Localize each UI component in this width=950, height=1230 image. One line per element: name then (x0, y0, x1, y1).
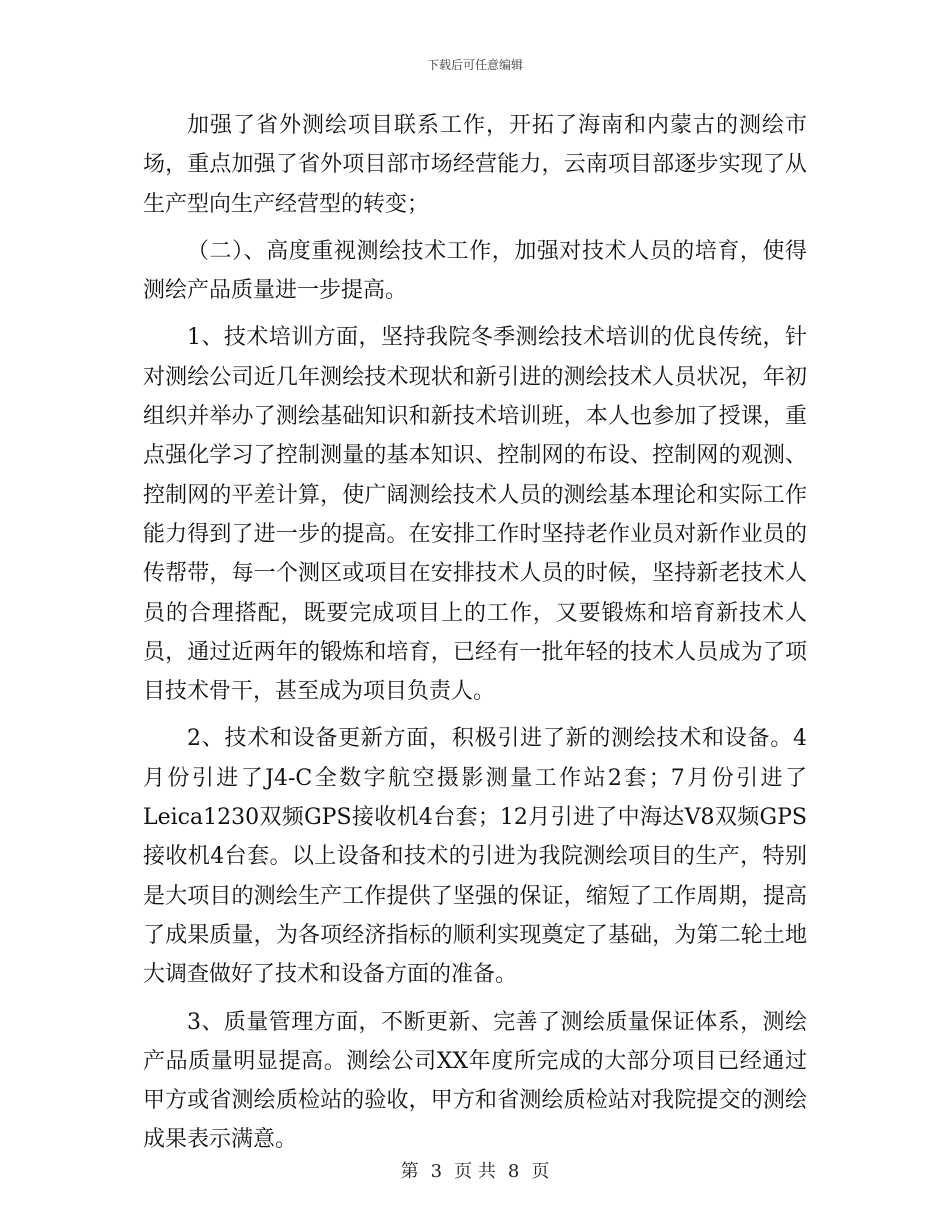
footer-page-number: 3 (430, 1161, 443, 1182)
paragraph-3: 1、技术培训方面，坚持我院冬季测绘技术培训的优良传统，针对测绘公司近几年测绘技术现状和新引进的测绘技术人员状况，年初组织并举办了测绘基础知识和新技术培训班，本人也参加了授课，重点强化学习了控制测量的基本知识、控制网的布设、控制网的观测、控制网的平差计算，使广阔测绘技术人员的测绘基本理论和实际工作能力得到了进一步的提高。在安排工作时坚持老作业员对新作业员的传帮带，每一个测区或项目在安排技术人员的时候，坚持新老技术人员的合理搭配，既要完成项目上的工作，又要锻炼和培育新技术人员，通过近两年的锻炼和培育，已经有一批年轻的技术人员成为了项目技术骨干，甚至成为项目负责人。 (143, 325, 807, 705)
footer-prefix: 第 (400, 1161, 419, 1182)
paragraph-4: 2、技术和设备更新方面，积极引进了新的测绘技术和设备。4月份引进了J4-C全数字航空摄影测量工作站2套；7月份引进了Leica1230双频GPS接收机4台套；12月引进了中海达V8双频GPS接收机4台套。以上设备和技术的引进为我院测绘项目的生产，特别是大项目的测绘生产工作提供了坚强的保证，缩短了工作周期，提高了成果质量，为各项经济指标的顺利实现奠定了基础，为第二轮土地大调查做好了技术和设备方面的准备。 (143, 726, 807, 988)
paragraph-1: 加强了省外测绘项目联系工作，开拓了海南和内蒙古的测绘市场，重点加强了省外项目部市场经营能力，云南项目部逐步实现了从生产型向生产经营型的转变； (143, 113, 807, 217)
page-footer (0, 1157, 950, 1183)
footer-middle: 页 共 (454, 1161, 496, 1182)
paragraph-2: （二）、高度重视测绘技术工作，加强对技术人员的培育，使得测绘产品质量进一步提高。 (143, 238, 807, 304)
footer-suffix: 页 (531, 1161, 550, 1182)
paragraph-5: 3、质量管理方面，不断更新、完善了测绘质量保证体系，测绘产品质量明显提高。测绘公司XX年度所完成的大部分项目已经通过甲方或省测绘质检站的验收，甲方和省测绘质检站对我院提交的测绘成果表示满意。 (143, 1009, 807, 1153)
document-body (143, 106, 807, 1160)
footer-total-pages: 8 (507, 1161, 520, 1182)
page-header: 下载后可任意编辑 (426, 58, 523, 72)
